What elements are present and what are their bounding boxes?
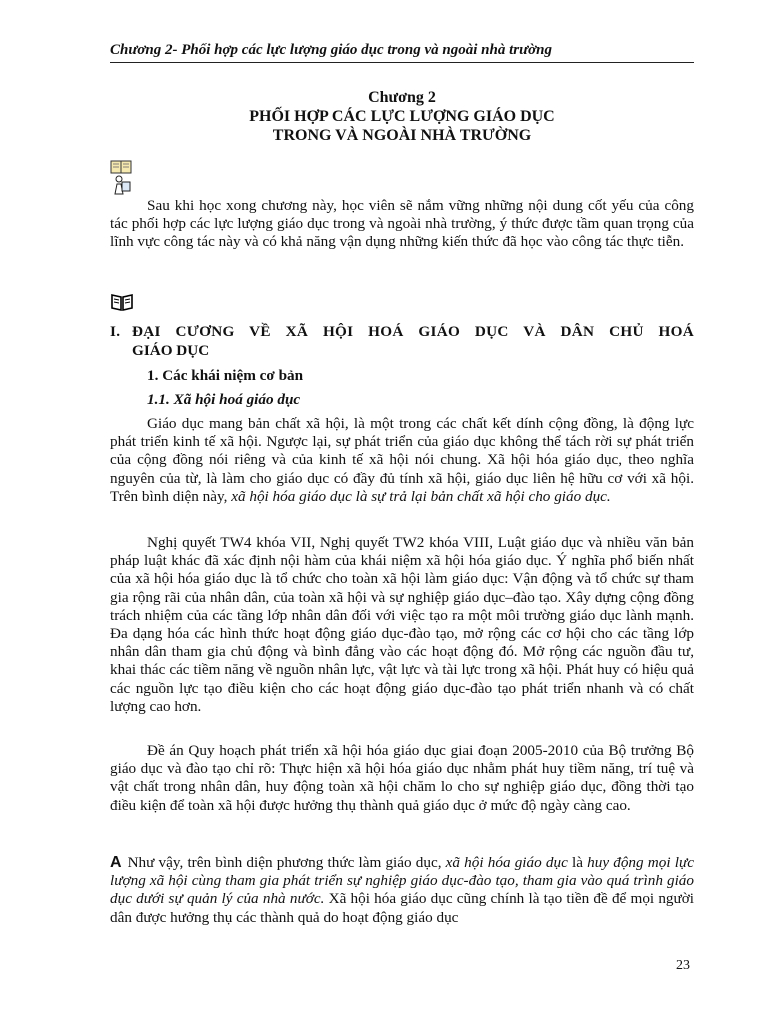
chapter-label: Chương 2 xyxy=(368,89,436,106)
paragraph-4-text-e: Xã hội hóa giáo dục cũng chính là tạo tiền đề để mọi người dân được hưởng thụ các thành quả do hoạt động giáo dục xyxy=(110,890,695,926)
subsection-title: 1. Các khái niệm cơ bản xyxy=(147,367,304,384)
paragraph-1 xyxy=(110,415,694,506)
section-heading xyxy=(110,322,694,360)
paragraph-4-term: xã hội hóa giáo dục xyxy=(445,854,568,871)
section-title-line2: GIÁO DỤC xyxy=(132,342,210,359)
paragraph-1-text: Giáo dục mang bản chất xã hội, là một trong các chất kết dính cộng đồng, là động lực phát triển kinh tế xã hội. Ngược lại, sự phát triển của giáo dục không thể tách rời sự phát triển của cộng đồng nói riêng và của kinh tế xã hội nói chung. Xã hội hóa giáo dục, theo nghĩa nguyên của từ, là làm cho giáo dục có đầy đủ tính xã hội, giáo dục liên hệ hữu cơ với xã hội. Trên bình diện này, xyxy=(110,415,694,505)
book-with-person-icon xyxy=(110,160,132,196)
section-number: I. xyxy=(110,323,121,340)
paragraph-1-emphasis: xã hội hóa giáo dục là sự trả lại bản chất xã hội cho giáo dục. xyxy=(231,487,611,505)
objectives-paragraph: Sau khi học xong chương này, học viên sẽ nắm vững những nội dung cốt yếu của công tác phối hợp các lực lượng giáo dục trong và ngoài nhà trường, ý thức được tầm quan trọng của lĩnh vực công tác này và có khả năng vận dụng những kiến thức đã học vào công tác thực tiễn. xyxy=(110,197,694,251)
paragraph-4-text-c: là xyxy=(567,854,588,871)
page-number: 23 xyxy=(676,958,690,973)
paragraph-4 xyxy=(110,854,694,927)
paragraph-3: Đề án Quy hoạch phát triển xã hội hóa giáo dục giai đoạn 2005-2010 của Bộ trưởng Bộ giáo dục và đào tạo chỉ rõ: Thực hiện xã hội hóa giáo dục nhằm phát huy tiềm năng, trí tuệ và vật chất trong nhân dân, huy động toàn xã hội chăm lo cho sự nghiệp giáo dục, đồng thời tạo điều kiện để toàn xã hội được hưởng thụ thành quả giáo dục ở mức độ ngày càng cao. xyxy=(110,742,694,814)
chapter-title-line2: TRONG VÀ NGOÀI NHÀ TRƯỜNG xyxy=(272,127,532,144)
chapter-title-line1: PHỐI HỢP CÁC LỰC LƯỢNG GIÁO DỤC xyxy=(249,108,555,125)
running-header: Chương 2- Phối hợp các lực lượng giáo dục trong và ngoài nhà trường xyxy=(110,42,694,63)
chapter-heading xyxy=(110,88,694,145)
paragraph-4-definition: huy động mọi lực lượng xã hội cùng tham gia phát triển sự nghiệp giáo dục-đào tạo, tham gia vào quá trình giáo dục dưới sự quản lý của nhà nước. xyxy=(110,854,694,908)
open-book-icon xyxy=(110,292,134,312)
letter-a-icon: A xyxy=(110,854,122,871)
subsubsection-title: 1.1. Xã hội hoá giáo dục xyxy=(147,391,301,408)
paragraph-2: Nghị quyết TW4 khóa VII, Nghị quyết TW2 khóa VIII, Luật giáo dục và nhiều văn bản pháp luật khác đã xác định nội hàm của khái niệm xã hội hóa giáo dục. Ý nghĩa phổ biến nhất của xã hội hóa giáo dục là tổ chức cho toàn xã hội làm giáo dục: Vận động và tổ chức sự tham gia rộng rãi của nhân dân, của toàn xã hội và sự nghiệp giáo dục–đào tạo. Xây dựng cộng đồng trách nhiệm của các tầng lớp nhân dân đối với việc tạo ra một môi trường giáo dục lành mạnh. Đa dạng hóa các hình thức hoạt động giáo dục-đào tạo, mở rộng các cơ hội cho các tầng lớp nhân dân tham gia chủ động và bình đẳng vào các hoạt động đó. Mở rộng các nguồn đầu tư, khai thác các tiềm năng về nguồn nhân lực, vật lực và tài lực trong xã hội. Phát huy có hiệu quả các nguồn lực tạo điều kiện cho các hoạt động giáo dục-đào tạo phát triển nhanh và có chất lượng cao hơn. xyxy=(110,534,694,715)
paragraph-4-text-a: Như vậy, trên bình diện phương thức làm giáo dục, xyxy=(127,854,446,871)
section-title-line1: ĐẠI CƯƠNG VỀ XÃ HỘI HOÁ GIÁO DỤC VÀ DÂN CHỦ HOÁ xyxy=(132,323,694,340)
